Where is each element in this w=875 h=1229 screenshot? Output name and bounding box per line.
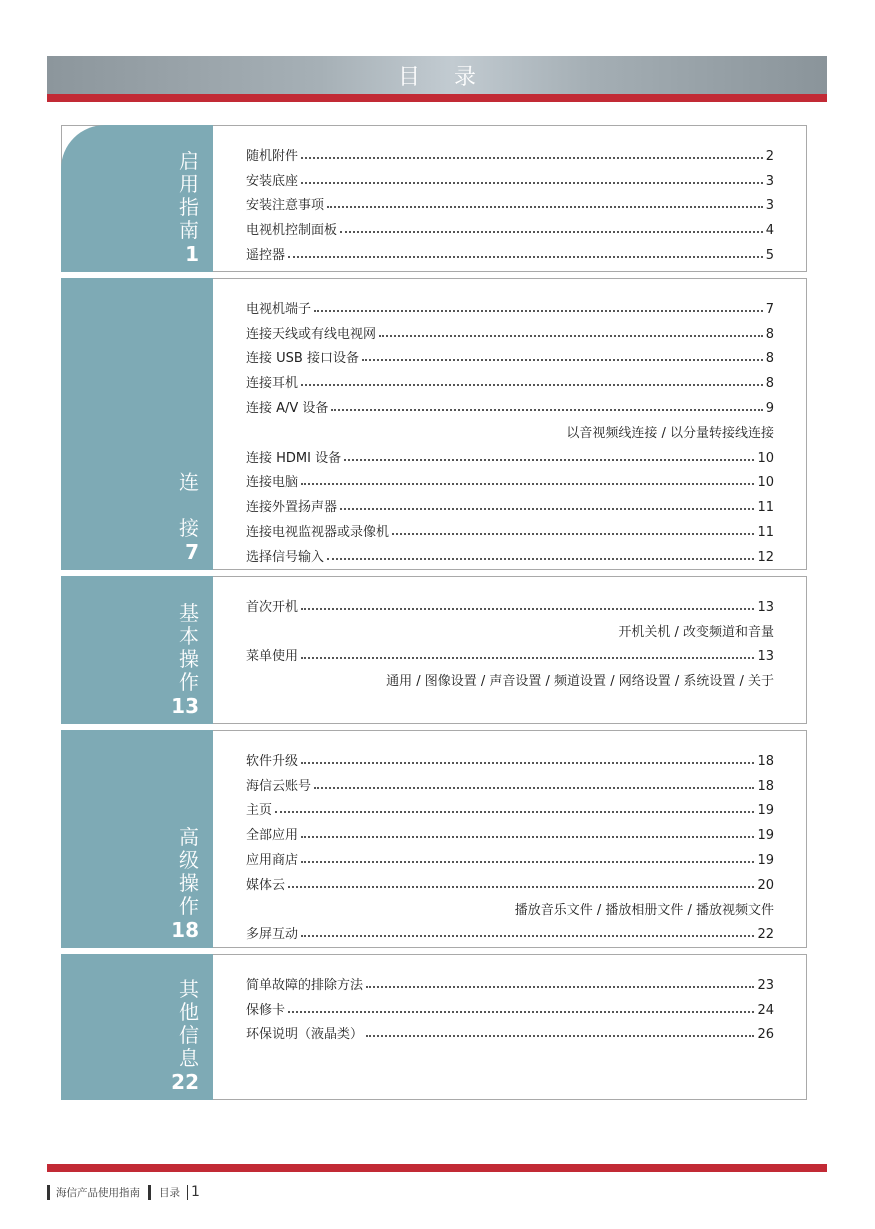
toc-entry[interactable] (246, 769, 774, 794)
toc-entry[interactable] (246, 918, 774, 943)
toc-entry-label: 媒体云 (246, 877, 286, 893)
dot-leader (288, 256, 763, 258)
toc-entry-page: 2 (765, 148, 774, 164)
toc-entry-label: 连接 A/V 设备 (246, 400, 329, 416)
toc-entry-page: 10 (757, 475, 774, 491)
page-title: 目录 (397, 64, 510, 90)
toc-entries (246, 590, 774, 689)
dot-leader (327, 206, 763, 208)
section-title-char: 高 (179, 825, 199, 849)
toc-entry-page: 22 (757, 927, 774, 943)
section-tab (61, 125, 213, 272)
footer-divider (148, 1185, 151, 1200)
dot-leader (366, 1035, 754, 1037)
toc-entry-label: 安装注意事项 (246, 198, 325, 214)
toc-entry-page: 26 (757, 1027, 774, 1043)
dot-leader (275, 811, 754, 813)
dot-leader (340, 231, 763, 233)
dot-leader (392, 533, 754, 535)
dot-leader (314, 310, 763, 312)
toc-entries (246, 292, 774, 565)
dot-leader (301, 608, 754, 610)
toc-entry-page: 18 (757, 753, 774, 769)
toc-entry-label: 遥控器 (246, 247, 286, 263)
toc-entry-label: 多屏互动 (246, 927, 299, 943)
section-title (179, 978, 199, 1070)
section-tab (61, 730, 213, 948)
dot-leader (362, 359, 763, 361)
toc-entry-label: 选择信号输入 (246, 549, 325, 565)
toc-entry-page: 7 (765, 301, 774, 317)
dot-leader (301, 157, 763, 159)
toc-entry-label: 海信云账号 (246, 778, 312, 794)
section-title-char: 基 (179, 601, 199, 625)
toc-entry[interactable] (246, 342, 774, 367)
toc-entry-label: 连接 HDMI 设备 (246, 450, 342, 466)
dot-leader (301, 182, 763, 184)
toc-entries (246, 744, 774, 942)
section-title-char: 作 (179, 670, 199, 694)
toc-section (61, 125, 807, 272)
toc-entry-page: 18 (757, 778, 774, 794)
section-title (179, 471, 199, 540)
section-title-char: 他 (179, 1000, 199, 1024)
toc-entry[interactable] (246, 640, 774, 665)
page-number: 1 (191, 1184, 200, 1200)
toc-entry-page: 13 (757, 649, 774, 665)
toc-entry[interactable] (246, 317, 774, 342)
dot-leader (301, 384, 763, 386)
toc-entry-page: 19 (757, 803, 774, 819)
section-tab (61, 278, 213, 570)
toc-entry-label: 连接天线或有线电视网 (246, 326, 377, 342)
toc-entry-label: 环保说明（液晶类） (246, 1027, 364, 1043)
toc-entry[interactable] (246, 292, 774, 317)
section-tab (61, 576, 213, 724)
dot-leader (301, 861, 754, 863)
section-title-char: 南 (179, 218, 199, 242)
toc-section (61, 576, 807, 724)
section-title-char: 指 (179, 195, 199, 219)
dot-leader (301, 836, 754, 838)
toc-subtopics: 开机关机 / 改变频道和音量 (618, 624, 774, 640)
toc-entry[interactable] (246, 466, 774, 491)
section-title-char: 连 (179, 470, 199, 494)
dot-leader (327, 558, 754, 560)
toc-entry[interactable] (246, 868, 774, 893)
toc-entry-label: 应用商店 (246, 852, 299, 868)
toc-section (61, 730, 807, 948)
toc-entry[interactable] (246, 540, 774, 565)
toc-entry-label: 主页 (246, 803, 273, 819)
toc-subtopics: 通用 / 图像设置 / 声音设置 / 频道设置 / 网络设置 / 系统设置 / 关于 (386, 674, 774, 690)
toc-entry[interactable] (246, 794, 774, 819)
toc-entry-page: 23 (757, 977, 774, 993)
toc-entry-page: 19 (757, 828, 774, 844)
toc-entry-label: 菜单使用 (246, 649, 299, 665)
toc-entry-label: 连接电视监视器或录像机 (246, 524, 390, 540)
toc-entry-page: 12 (757, 549, 774, 565)
toc-entry[interactable] (246, 490, 774, 515)
toc-entry-label: 电视机控制面板 (246, 223, 338, 239)
dot-leader (288, 1011, 754, 1013)
dot-leader (301, 935, 754, 937)
toc-entry-page: 9 (765, 400, 774, 416)
toc-entry[interactable] (246, 139, 774, 164)
page-header (47, 56, 827, 94)
toc-entry[interactable] (246, 164, 774, 189)
toc-entry[interactable] (246, 1018, 774, 1043)
section-title-char: 启 (179, 149, 199, 173)
toc-entries (246, 968, 774, 1042)
toc-entry-label: 连接 USB 接口设备 (246, 351, 359, 367)
toc-entry-page: 3 (765, 173, 774, 189)
toc-entry-label: 连接电脑 (246, 475, 299, 491)
toc-entry-label: 随机附件 (246, 148, 299, 164)
dot-leader (344, 459, 754, 461)
section-title-char: 用 (179, 172, 199, 196)
toc-entry-page: 8 (765, 351, 774, 367)
section-title-char: 操 (179, 871, 199, 895)
toc-entry[interactable] (246, 213, 774, 238)
toc-subtopics: 以音视频线连接 / 以分量转接线连接 (566, 425, 774, 441)
toc-entry-label: 软件升级 (246, 753, 299, 769)
section-title-char: 信 (179, 1023, 199, 1047)
toc-entry-label: 首次开机 (246, 599, 299, 615)
toc-entry[interactable] (246, 238, 774, 263)
toc-entry[interactable] (246, 391, 774, 416)
toc-entry-page: 19 (757, 852, 774, 868)
toc-entry-page: 11 (757, 500, 774, 516)
toc-entry[interactable] (246, 366, 774, 391)
footer-accent-bar (47, 1164, 827, 1172)
section-start-page: 22 (171, 1070, 199, 1094)
section-start-page: 18 (171, 918, 199, 942)
section-title-char: 级 (179, 848, 199, 872)
dot-leader (314, 787, 754, 789)
toc-entry-page: 11 (757, 524, 774, 540)
footer-section: 目录 (159, 1186, 180, 1199)
toc-entry-label: 简单故障的排除方法 (246, 977, 364, 993)
section-title-char: 本 (179, 624, 199, 648)
toc-section (61, 278, 807, 570)
section-title (179, 602, 199, 694)
toc-entry-page: 13 (757, 599, 774, 615)
toc-entry-label: 安装底座 (246, 173, 299, 189)
dot-leader (301, 483, 754, 485)
toc-entry[interactable] (246, 744, 774, 769)
toc-entry[interactable] (246, 818, 774, 843)
toc-entry-page: 5 (765, 247, 774, 263)
toc-entry[interactable] (246, 441, 774, 466)
toc-entry-page: 4 (765, 223, 774, 239)
dot-leader (340, 508, 754, 510)
toc-entry[interactable] (246, 993, 774, 1018)
section-title (179, 150, 199, 242)
section-title (179, 826, 199, 918)
toc-entry[interactable] (246, 189, 774, 214)
toc-entry-label: 连接外置扬声器 (246, 500, 338, 516)
footer-divider (187, 1185, 188, 1200)
toc-entry[interactable] (246, 843, 774, 868)
toc-entry-label: 全部应用 (246, 828, 299, 844)
toc-entry[interactable] (246, 590, 774, 615)
footer-divider (47, 1185, 50, 1200)
toc-entry-page: 10 (757, 450, 774, 466)
section-start-page: 13 (171, 694, 199, 718)
page-footer (47, 1183, 200, 1201)
toc-entry-page: 20 (757, 877, 774, 893)
section-title-char: 息 (179, 1046, 199, 1070)
toc-entry[interactable] (246, 515, 774, 540)
dot-leader (301, 657, 754, 659)
dot-leader (301, 762, 754, 764)
toc-entry-label: 电视机端子 (246, 301, 312, 317)
section-title-char: 作 (179, 894, 199, 918)
dot-leader (331, 409, 762, 411)
dot-leader (379, 335, 763, 337)
toc-entry[interactable] (246, 968, 774, 993)
toc-entry-label: 连接耳机 (246, 376, 299, 392)
toc-subtopics: 播放音乐文件 / 播放相册文件 / 播放视频文件 (514, 902, 774, 918)
toc-entry-page: 8 (765, 326, 774, 342)
section-start-page: 7 (185, 540, 199, 564)
section-title-char: 其 (179, 977, 199, 1001)
toc-section (61, 954, 807, 1100)
dot-leader (366, 986, 754, 988)
section-tab (61, 954, 213, 1100)
header-accent-bar (47, 94, 827, 102)
section-title-char: 操 (179, 647, 199, 671)
toc-entry-label: 保修卡 (246, 1002, 286, 1018)
section-start-page: 1 (185, 242, 199, 266)
section-title-char: 接 (179, 516, 199, 540)
toc-entry-page: 3 (765, 198, 774, 214)
toc-entry-page: 24 (757, 1002, 774, 1018)
dot-leader (288, 886, 754, 888)
footer-brand: 海信产品使用指南 (56, 1186, 140, 1199)
toc-entries (246, 139, 774, 263)
toc-entry-page: 8 (765, 376, 774, 392)
